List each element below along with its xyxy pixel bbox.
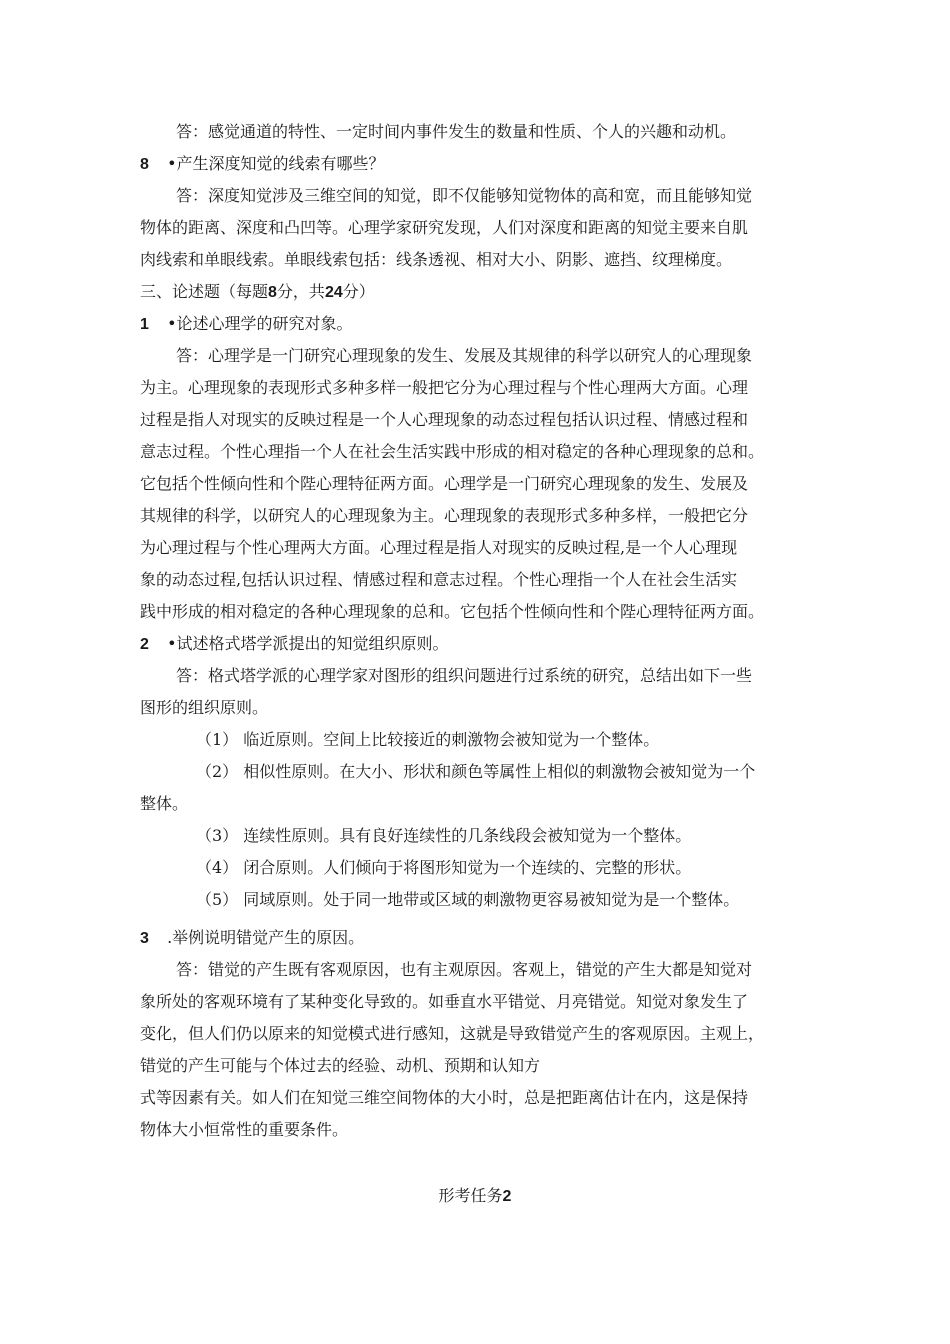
page-footer-title: 形考任务2 [438, 1186, 512, 1205]
answer-1-line: 为主。心理现象的表现形式多种多样一般把它分为心理过程与个性心理两大方面。心理 [140, 378, 749, 397]
answer-1-line: 答：心理学是一门研究心理现象的发生、发展及其规律的科学以研究人的心理现象 [176, 346, 753, 365]
principle-4: （4） 闭合原则。人们倾向于将图形知觉为一个连续的、完整的形状。 [196, 858, 692, 877]
answer-3-line: 式等因素有关。如人们在知觉三维空间物体的大小时，总是把距离估计在内，这是保持 [140, 1088, 749, 1107]
principle-1: （1） 临近原则。空间上比较接近的刺激物会被知觉为一个整体。 [196, 730, 660, 749]
question-2: 2 •试述格式塔学派提出的知觉组织原则。 [140, 634, 449, 653]
section-heading-essay: 三、论述题（每题8分，共24分） [140, 282, 375, 301]
principle-3: （3） 连续性原则。具有良好连续性的几条线段会被知觉为一个整体。 [196, 826, 692, 845]
answer-8-line: 肉线索和单眼线索。单眼线索包括：线条透视、相对大小、阴影、遮挡、纹理梯度。 [140, 250, 733, 269]
answer-1-line: 它包括个性倾向性和个陛心理特征两方面。心理学是一门研究心理现象的发生、发展及 [140, 474, 749, 493]
answer-1-line: 象的动态过程,包括认识过程、情感过程和意志过程。个性心理指一个人在社会生活实 [140, 570, 738, 589]
answer-3-line: 象所处的客观环境有了某种变化导致的。如垂直水平错觉、月亮错觉。知觉对象发生了 [140, 992, 749, 1011]
answer-1-line: 为心理过程与个性心理两大方面。心理过程是指人对现实的反映过程,是一个人心理现 [140, 538, 738, 557]
answer-3-line: 变化，但人们仍以原来的知觉模式进行感知，这就是导致错觉产生的客观原因。主观上， [140, 1024, 765, 1043]
question-number: 1 [140, 316, 149, 333]
principle-2-continued: 整体。 [140, 794, 189, 813]
principle-5: （5） 同域原则。处于同一地带或区域的刺激物更容易被知觉为是一个整体。 [196, 890, 740, 909]
question-number: 8 [140, 156, 149, 173]
question-number: 2 [140, 636, 149, 653]
answer-3-line: 答：错觉的产生既有客观原因，也有主观原因。客观上，错觉的产生大都是知觉对 [176, 960, 753, 979]
answer-1-line: 意志过程。个性心理指一个人在社会生活实践中形成的相对稳定的各种心理现象的总和。 [140, 442, 765, 461]
answer-2-line: 答：格式塔学派的心理学家对图形的组织问题进行过系统的研究，总结出如下一些 [176, 666, 753, 685]
answer-1-line: 践中形成的相对稳定的各种心理现象的总和。它包括个性倾向性和个陛心理特征两方面。 [140, 602, 765, 621]
answer-8-line: 答：深度知觉涉及三维空间的知觉，即不仅能够知觉物体的高和宽，而且能够知觉 [176, 186, 753, 205]
question-number: 3 [140, 930, 149, 947]
answer-7-line: 答：感觉通道的特性、一定时间内事件发生的数量和性质、个人的兴趣和动机。 [176, 122, 737, 141]
question-8: 8 •产生深度知觉的线索有哪些？ [140, 154, 385, 173]
answer-3-line: 错觉的产生可能与个体过去的经验、动机、预期和认知方 [140, 1056, 541, 1075]
answer-8-line: 物体的距离、深度和凸凹等。心理学家研究发现，人们对深度和距离的知觉主要来自肌 [140, 218, 749, 237]
principle-2: （2） 相似性原则。在大小、形状和颜色等属性上相似的刺激物会被知觉为一个 [196, 762, 756, 781]
question-1: 1 •论述心理学的研究对象。 [140, 314, 353, 333]
answer-3-line: 物体大小恒常性的重要条件。 [140, 1120, 349, 1139]
question-3: 3 .举例说明错觉产生的原因。 [140, 928, 365, 947]
answer-2-line: 图形的组织原则。 [140, 698, 269, 717]
answer-1-line: 过程是指人对现实的反映过程是一个人心理现象的动态过程包括认识过程、情感过程和 [140, 410, 749, 429]
answer-1-line: 其规律的科学，以研究人的心理现象为主。心理现象的表现形式多种多样，一般把它分 [140, 506, 749, 525]
